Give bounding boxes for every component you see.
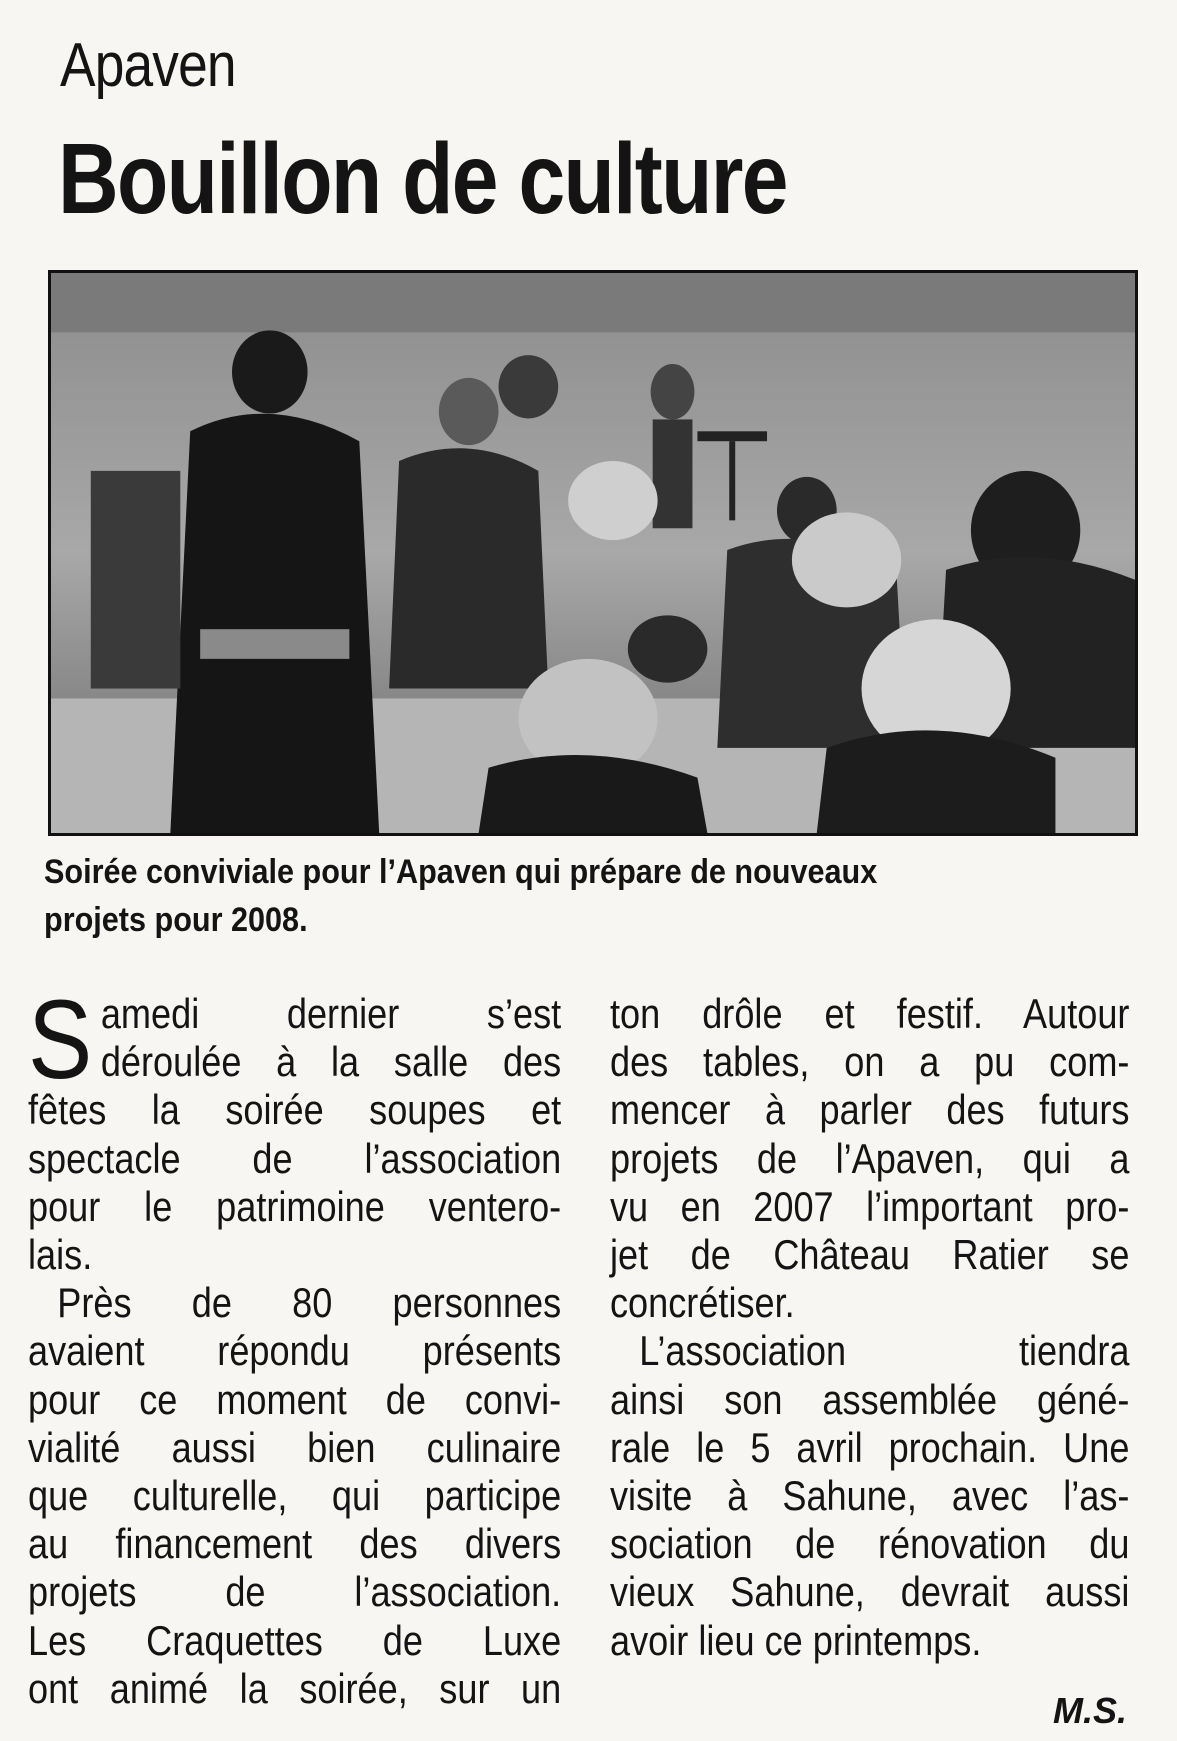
event-photo-image (51, 273, 1135, 833)
event-photo (48, 270, 1138, 836)
article-line: Les Craquettes de Luxe (28, 1616, 562, 1664)
article-line: rale le 5 avril prochain. Une (610, 1423, 1130, 1471)
article-line: concrétiser. (610, 1279, 795, 1327)
article-line: pour ce moment de convi- (28, 1375, 562, 1423)
article-line: vu en 2007 l’important pro- (610, 1182, 1130, 1230)
article-line: jet de Château Ratier se (610, 1231, 1130, 1279)
author-signature: M.S. (1052, 1690, 1127, 1731)
caption-line: projets pour 2008. (44, 901, 308, 939)
article-line: mencer à parler des futurs (610, 1086, 1130, 1134)
article-line: avoir lieu ce printemps. (610, 1616, 982, 1664)
article-line: avaient répondu présents (28, 1327, 562, 1375)
article-line: fêtes la soirée soupes et (28, 1086, 562, 1134)
drop-cap: S (28, 977, 93, 1102)
article-line: projets de l’Apaven, qui a (610, 1134, 1130, 1182)
article-line: vieux Sahune, devrait aussi (610, 1568, 1130, 1616)
article-kicker: Apaven (60, 31, 236, 100)
article-line: lais. (28, 1231, 93, 1279)
article-line: ainsi son assemblée géné- (610, 1375, 1130, 1423)
article-line: spectacle de l’association (28, 1134, 562, 1182)
article-line: visite à Sahune, avec l’as- (610, 1472, 1130, 1520)
article-line: vialité aussi bien culinaire (28, 1423, 562, 1471)
article-line: Près de 80 personnes (57, 1279, 562, 1327)
caption-line: Soirée conviviale pour l’Apaven qui prépare de nouveaux (44, 853, 878, 891)
article-column-left (28, 977, 562, 1713)
article-line: ton drôle et festif. Autour (610, 990, 1130, 1037)
article-line: que culturelle, qui participe (28, 1472, 562, 1520)
article-line: amedi dernier s’est (100, 990, 562, 1037)
article-line: des tables, on a pu com- (610, 1038, 1130, 1086)
article-headline: Bouillon de culture (58, 123, 787, 235)
article-line: déroulée à la salle des (100, 1038, 562, 1086)
photo-caption (44, 848, 1034, 944)
article-line: ont animé la soirée, sur un (28, 1664, 562, 1712)
article-line: sociation de rénovation du (610, 1520, 1130, 1568)
article-line: projets de l’association. (28, 1568, 562, 1616)
article-line: pour le patrimoine ventero- (28, 1182, 562, 1230)
article-line: au financement des divers (28, 1520, 562, 1568)
article-line: L’association tiendra (639, 1327, 1130, 1375)
article-column-right (610, 990, 1129, 1665)
